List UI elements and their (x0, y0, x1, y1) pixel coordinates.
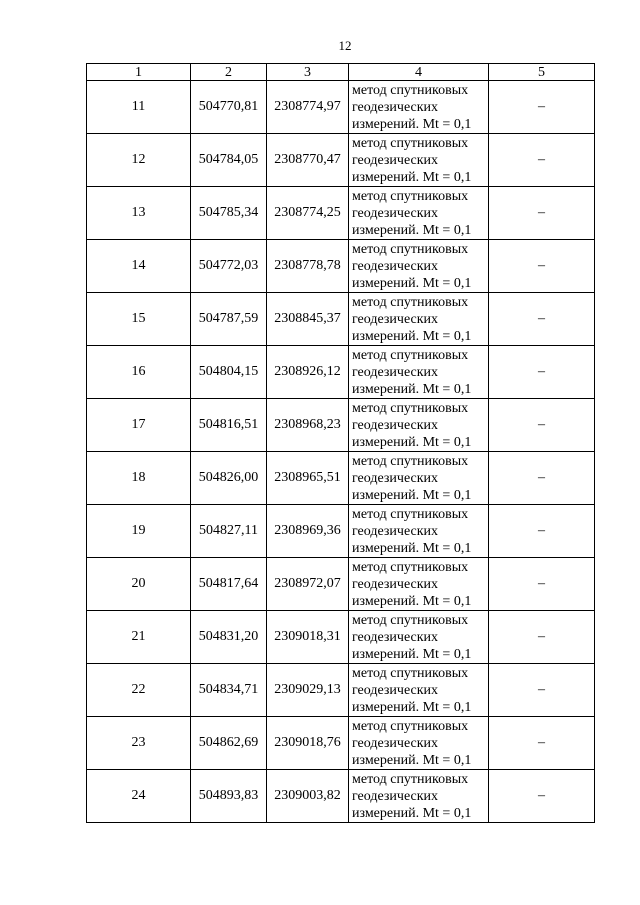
method-text-line: геодезических (352, 364, 439, 380)
table-row (87, 187, 595, 240)
note-cell: – (489, 664, 595, 717)
point-number-cell: 12 (87, 134, 191, 187)
method-cell (349, 134, 489, 187)
method-cell (349, 399, 489, 452)
method-text-line: измерений. Mt = 0,1 (352, 752, 472, 768)
method-text-line: метод спутниковых (352, 82, 469, 98)
note-cell: – (489, 558, 595, 611)
point-number-cell: 24 (87, 770, 191, 823)
method-text-line: метод спутниковых (352, 453, 469, 469)
method-cell (349, 187, 489, 240)
method-text-line: геодезических (352, 682, 439, 698)
x-coordinate-cell: 504826,00 (191, 452, 267, 505)
method-text-line: геодезических (352, 258, 439, 274)
point-number-cell: 16 (87, 346, 191, 399)
method-text-line: измерений. Mt = 0,1 (352, 487, 472, 503)
method-cell (349, 505, 489, 558)
note-cell: – (489, 611, 595, 664)
y-coordinate-cell: 2308926,12 (267, 346, 349, 399)
point-number-cell: 13 (87, 187, 191, 240)
point-number-cell: 18 (87, 452, 191, 505)
method-text-line: измерений. Mt = 0,1 (352, 540, 472, 556)
y-coordinate-cell: 2309018,76 (267, 717, 349, 770)
y-coordinate-cell: 2308778,78 (267, 240, 349, 293)
table-row (87, 346, 595, 399)
method-text-line: измерений. Mt = 0,1 (352, 381, 472, 397)
method-text-line: измерений. Mt = 0,1 (352, 593, 472, 609)
method-text-line: метод спутниковых (352, 294, 469, 310)
point-number-cell: 11 (87, 81, 191, 134)
note-cell: – (489, 452, 595, 505)
table-row (87, 770, 595, 823)
y-coordinate-cell: 2308965,51 (267, 452, 349, 505)
method-text-line: измерений. Mt = 0,1 (352, 169, 472, 185)
method-cell (349, 770, 489, 823)
method-text-line: геодезических (352, 629, 439, 645)
x-coordinate-cell: 504834,71 (191, 664, 267, 717)
method-text-line: геодезических (352, 99, 439, 115)
x-coordinate-cell: 504785,34 (191, 187, 267, 240)
method-text-line: метод спутниковых (352, 188, 469, 204)
table-row (87, 134, 595, 187)
y-coordinate-cell: 2308774,25 (267, 187, 349, 240)
note-cell: – (489, 240, 595, 293)
method-cell (349, 558, 489, 611)
method-text-line: измерений. Mt = 0,1 (352, 222, 472, 238)
y-coordinate-cell: 2308774,97 (267, 81, 349, 134)
note-cell: – (489, 505, 595, 558)
note-cell: – (489, 399, 595, 452)
method-text-line: метод спутниковых (352, 612, 469, 628)
method-text-line: геодезических (352, 523, 439, 539)
method-text-line: метод спутниковых (352, 400, 469, 416)
x-coordinate-cell: 504893,83 (191, 770, 267, 823)
method-cell (349, 611, 489, 664)
y-coordinate-cell: 2308968,23 (267, 399, 349, 452)
method-cell (349, 293, 489, 346)
coordinates-table (86, 63, 595, 823)
y-coordinate-cell: 2308770,47 (267, 134, 349, 187)
method-text-line: геодезических (352, 788, 439, 804)
table-row (87, 505, 595, 558)
method-cell (349, 452, 489, 505)
table-row (87, 399, 595, 452)
x-coordinate-cell: 504804,15 (191, 346, 267, 399)
method-cell (349, 717, 489, 770)
method-text-line: метод спутниковых (352, 718, 469, 734)
column-header-1: 1 (87, 64, 191, 81)
y-coordinate-cell: 2309003,82 (267, 770, 349, 823)
point-number-cell: 14 (87, 240, 191, 293)
method-text-line: геодезических (352, 417, 439, 433)
table-row (87, 293, 595, 346)
y-coordinate-cell: 2308969,36 (267, 505, 349, 558)
note-cell: – (489, 81, 595, 134)
method-text-line: геодезических (352, 576, 439, 592)
point-number-cell: 22 (87, 664, 191, 717)
point-number-cell: 19 (87, 505, 191, 558)
x-coordinate-cell: 504770,81 (191, 81, 267, 134)
note-cell: – (489, 293, 595, 346)
method-text-line: метод спутниковых (352, 506, 469, 522)
method-cell (349, 664, 489, 717)
method-text-line: измерений. Mt = 0,1 (352, 275, 472, 291)
y-coordinate-cell: 2308845,37 (267, 293, 349, 346)
method-text-line: геодезических (352, 205, 439, 221)
method-text-line: метод спутниковых (352, 559, 469, 575)
y-coordinate-cell: 2309018,31 (267, 611, 349, 664)
method-text-line: измерений. Mt = 0,1 (352, 328, 472, 344)
method-text-line: измерений. Mt = 0,1 (352, 699, 472, 715)
point-number-cell: 21 (87, 611, 191, 664)
x-coordinate-cell: 504816,51 (191, 399, 267, 452)
method-text-line: геодезических (352, 152, 439, 168)
page-number: 12 (338, 38, 352, 53)
x-coordinate-cell: 504817,64 (191, 558, 267, 611)
method-cell (349, 346, 489, 399)
table-body (87, 64, 595, 823)
method-text-line: метод спутниковых (352, 347, 469, 363)
table-row (87, 81, 595, 134)
method-text-line: измерений. Mt = 0,1 (352, 646, 472, 662)
point-number-cell: 23 (87, 717, 191, 770)
method-cell (349, 240, 489, 293)
table-row (87, 240, 595, 293)
method-text-line: измерений. Mt = 0,1 (352, 434, 472, 450)
x-coordinate-cell: 504787,59 (191, 293, 267, 346)
method-text-line: измерений. Mt = 0,1 (352, 116, 472, 132)
column-header-3: 3 (267, 64, 349, 81)
x-coordinate-cell: 504827,11 (191, 505, 267, 558)
table-row (87, 452, 595, 505)
note-cell: – (489, 346, 595, 399)
point-number-cell: 15 (87, 293, 191, 346)
method-text-line: метод спутниковых (352, 665, 469, 681)
column-header-4: 4 (349, 64, 489, 81)
point-number-cell: 20 (87, 558, 191, 611)
method-text-line: геодезических (352, 735, 439, 751)
x-coordinate-cell: 504831,20 (191, 611, 267, 664)
method-text-line: измерений. Mt = 0,1 (352, 805, 472, 821)
method-text-line: метод спутниковых (352, 771, 469, 787)
y-coordinate-cell: 2309029,13 (267, 664, 349, 717)
method-text-line: метод спутниковых (352, 135, 469, 151)
method-text-line: геодезических (352, 470, 439, 486)
column-header-2: 2 (191, 64, 267, 81)
table-row (87, 558, 595, 611)
column-header-5: 5 (489, 64, 595, 81)
x-coordinate-cell: 504784,05 (191, 134, 267, 187)
table-row (87, 717, 595, 770)
note-cell: – (489, 187, 595, 240)
note-cell: – (489, 717, 595, 770)
table-row (87, 664, 595, 717)
method-text-line: геодезических (352, 311, 439, 327)
x-coordinate-cell: 504772,03 (191, 240, 267, 293)
table-row (87, 611, 595, 664)
note-cell: – (489, 770, 595, 823)
y-coordinate-cell: 2308972,07 (267, 558, 349, 611)
method-cell (349, 81, 489, 134)
point-number-cell: 17 (87, 399, 191, 452)
note-cell: – (489, 134, 595, 187)
x-coordinate-cell: 504862,69 (191, 717, 267, 770)
table-header-row (87, 64, 595, 81)
method-text-line: метод спутниковых (352, 241, 469, 257)
